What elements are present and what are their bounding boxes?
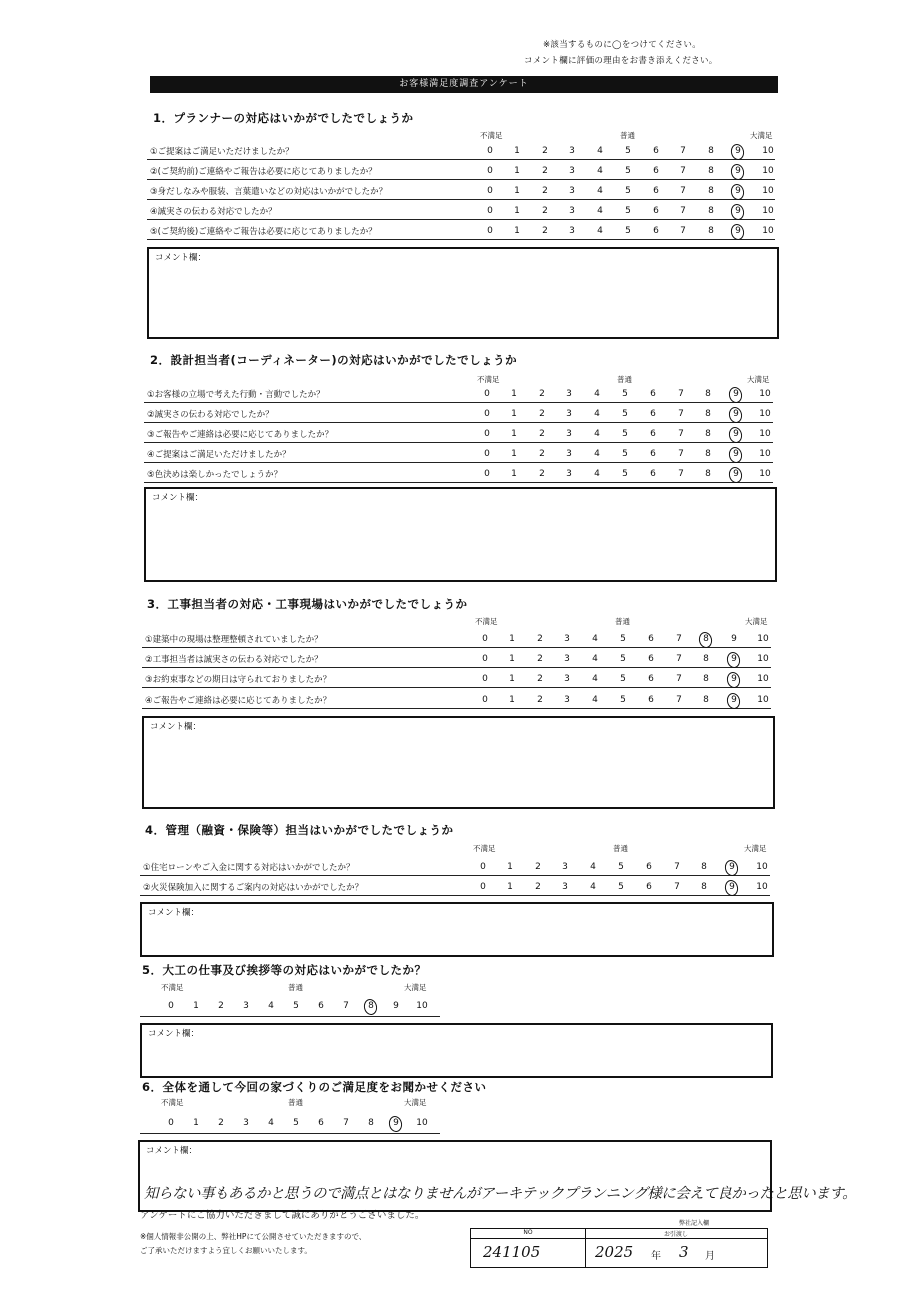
section-4-scale-low-label: 不満足 bbox=[473, 844, 496, 853]
section-3-q2-option-2[interactable]: 2 bbox=[537, 654, 543, 664]
section-1-q1-option-1[interactable]: 1 bbox=[514, 146, 520, 156]
section-2-q5-option-9[interactable]: 9 bbox=[733, 469, 739, 479]
section-3-question-3: ③お約束事などの期日は守られておりましたか？ bbox=[145, 675, 332, 685]
section-4-q1-option-0[interactable]: 0 bbox=[480, 862, 486, 872]
section-5-rule bbox=[140, 1016, 440, 1017]
section-1-q3-option-2[interactable]: 2 bbox=[542, 186, 548, 196]
section-3-question-2: ②工事担当者は誠実さの伝わる対応でしたか？ bbox=[145, 655, 323, 665]
section-6-comment-box[interactable] bbox=[138, 1140, 857, 1212]
section-1-scale-high-label: 大満足 bbox=[750, 131, 773, 140]
section-3-title: 3．工事担当者の対応・工事現場はいかがでしたでしょうか bbox=[147, 597, 468, 611]
section-2-q2-option-10[interactable]: 10 bbox=[759, 409, 771, 419]
section-1-q3-option-9[interactable]: 9 bbox=[735, 186, 741, 196]
section-4-q1-option-10[interactable]: 10 bbox=[756, 862, 768, 872]
section-2-q4-option-9[interactable]: 9 bbox=[733, 449, 739, 459]
section-1-q4-option-5[interactable]: 5 bbox=[625, 206, 631, 216]
section-2-comment-label: コメント欄： bbox=[152, 493, 204, 503]
section-5-option-4[interactable]: 4 bbox=[268, 1001, 274, 1011]
section-1-q4-option-4[interactable]: 4 bbox=[597, 206, 603, 216]
section-3-q3-option-0[interactable]: 0 bbox=[482, 674, 488, 684]
section-2-q3-option-9[interactable]: 9 bbox=[733, 429, 739, 439]
section-3-q4-option-2[interactable]: 2 bbox=[537, 695, 543, 705]
section-3-q2-option-3[interactable]: 3 bbox=[564, 654, 570, 664]
section-2-q2-option-4[interactable]: 4 bbox=[594, 409, 600, 419]
section-1-q1-option-0[interactable]: 0 bbox=[487, 146, 493, 156]
section-2-q4-option-3[interactable]: 3 bbox=[566, 449, 572, 459]
section-1-q5-option-7[interactable]: 7 bbox=[680, 226, 686, 236]
section-1-q2-option-3[interactable]: 3 bbox=[569, 166, 575, 176]
section-4-question-1: ①住宅ローンやご入金に関する対応はいかがでしたか？ bbox=[143, 863, 355, 873]
section-1-comment-box[interactable] bbox=[147, 247, 779, 339]
section-1-q4-option-1[interactable]: 1 bbox=[514, 206, 520, 216]
section-2-q3-option-1[interactable]: 1 bbox=[511, 429, 517, 439]
section-3-q1-option-2[interactable]: 2 bbox=[537, 634, 543, 644]
section-4-q1-option-1[interactable]: 1 bbox=[507, 862, 513, 872]
section-4-q2-option-9[interactable]: 9 bbox=[729, 882, 735, 892]
section-1-q4-option-8[interactable]: 8 bbox=[708, 206, 714, 216]
section-2-q3-option-8[interactable]: 8 bbox=[705, 429, 711, 439]
section-3-q1-option-1[interactable]: 1 bbox=[509, 634, 515, 644]
section-1-q1-option-6[interactable]: 6 bbox=[653, 146, 659, 156]
section-2-question-5: ⑤色決めは楽しかったでしょうか？ bbox=[147, 470, 283, 480]
section-3-scale-mid-label: 普通 bbox=[615, 617, 630, 626]
section-2-q4-option-10[interactable]: 10 bbox=[759, 449, 771, 459]
section-3-comment-box[interactable] bbox=[142, 716, 775, 809]
section-1-q5-option-3[interactable]: 3 bbox=[569, 226, 575, 236]
section-3-q3-option-1[interactable]: 1 bbox=[509, 674, 515, 684]
section-2-title: 2．設計担当者(コーディネーター)の対応はいかがでしたでしょうか bbox=[150, 353, 518, 367]
section-4-title: 4．管理（融資・保険等）担当はいかがでしたでしょうか bbox=[145, 823, 454, 837]
section-1-question-1-rule bbox=[147, 159, 775, 160]
section-1-q5-option-10[interactable]: 10 bbox=[762, 226, 774, 236]
section-2-q2-option-1[interactable]: 1 bbox=[511, 409, 517, 419]
section-6-comment-text: 知らない事もあるかと思うので満点とはなりませんがアーキテックプランニング様に会えて良かったと思います。 bbox=[144, 1186, 857, 1202]
section-1-q4-option-3[interactable]: 3 bbox=[569, 206, 575, 216]
section-3-q4-option-3[interactable]: 3 bbox=[564, 695, 570, 705]
section-3-q2-option-5[interactable]: 5 bbox=[620, 654, 626, 664]
section-4-q2-option-3[interactable]: 3 bbox=[562, 882, 568, 892]
section-2-question-4: ④ご提案はご満足いただけましたか？ bbox=[147, 450, 291, 460]
section-4-scale-mid-label: 普通 bbox=[613, 844, 628, 853]
section-1-q3-option-6[interactable]: 6 bbox=[653, 186, 659, 196]
office-year-value: 2025 bbox=[595, 1243, 634, 1261]
section-3-q2-option-9[interactable]: 9 bbox=[731, 654, 737, 664]
section-1-q5-option-9[interactable]: 9 bbox=[735, 226, 741, 236]
section-1-question-5: ⑤(ご契約後)ご連絡やご報告は必要に応じてありましたか？ bbox=[150, 227, 377, 237]
section-1-q5-option-4[interactable]: 4 bbox=[597, 226, 603, 236]
section-2-q5-option-2[interactable]: 2 bbox=[539, 469, 545, 479]
section-2-question-2-rule bbox=[144, 422, 773, 423]
section-1-q2-option-9[interactable]: 9 bbox=[735, 166, 741, 176]
section-4-scale-high-label: 大満足 bbox=[744, 844, 767, 853]
section-4-q2-option-4[interactable]: 4 bbox=[590, 882, 596, 892]
section-1-q3-option-0[interactable]: 0 bbox=[487, 186, 493, 196]
section-1-q1-option-4[interactable]: 4 bbox=[597, 146, 603, 156]
section-3-q1-option-6[interactable]: 6 bbox=[648, 634, 654, 644]
section-2-q5-option-1[interactable]: 1 bbox=[511, 469, 517, 479]
section-1-q2-option-7[interactable]: 7 bbox=[680, 166, 686, 176]
section-3-q4-option-7[interactable]: 7 bbox=[676, 695, 682, 705]
section-3-question-4: ④ご報告やご連絡は必要に応じてありましたか？ bbox=[145, 696, 332, 706]
section-2-q3-option-10[interactable]: 10 bbox=[759, 429, 771, 439]
section-1-q5-option-8[interactable]: 8 bbox=[708, 226, 714, 236]
section-2-q1-option-3[interactable]: 3 bbox=[566, 389, 572, 399]
section-5-comment-box[interactable] bbox=[140, 1023, 773, 1078]
section-4-q1-option-5[interactable]: 5 bbox=[618, 862, 624, 872]
thanks-message: アンケートにご協力いただきまして誠にありがとうございました。 bbox=[140, 1210, 425, 1221]
section-2-q1-option-6[interactable]: 6 bbox=[650, 389, 656, 399]
section-2-q1-option-4[interactable]: 4 bbox=[594, 389, 600, 399]
section-5-option-0[interactable]: 0 bbox=[168, 1001, 174, 1011]
section-1-q2-option-1[interactable]: 1 bbox=[514, 166, 520, 176]
privacy-line-1: ※個人情報非公開の上、弊社HPにて公開させていただきますので、 bbox=[140, 1232, 367, 1241]
privacy-note bbox=[140, 1230, 366, 1258]
section-1-q5-option-5[interactable]: 5 bbox=[625, 226, 631, 236]
section-3-q4-option-9[interactable]: 9 bbox=[731, 695, 737, 705]
section-3-comment-label: コメント欄： bbox=[150, 722, 202, 732]
section-4-comment-label: コメント欄： bbox=[148, 908, 200, 918]
section-2-question-4-rule bbox=[144, 462, 773, 463]
office-no-value: 241105 bbox=[483, 1243, 541, 1261]
section-3-q2-option-7[interactable]: 7 bbox=[676, 654, 682, 664]
section-2-q3-option-0[interactable]: 0 bbox=[484, 429, 490, 439]
section-5-comment-label: コメント欄： bbox=[148, 1029, 200, 1039]
section-4-q1-option-4[interactable]: 4 bbox=[590, 862, 596, 872]
section-3-q3-option-5[interactable]: 5 bbox=[620, 674, 626, 684]
section-2-q3-option-7[interactable]: 7 bbox=[678, 429, 684, 439]
section-5-option-3[interactable]: 3 bbox=[243, 1001, 249, 1011]
section-1-q1-option-3[interactable]: 3 bbox=[569, 146, 575, 156]
section-3-q3-option-9[interactable]: 9 bbox=[731, 674, 737, 684]
section-6-rule bbox=[140, 1133, 440, 1134]
section-2-q3-option-3[interactable]: 3 bbox=[566, 429, 572, 439]
section-1-title: 1．プランナーの対応はいかがでしたでしょうか bbox=[153, 111, 414, 125]
office-year-unit: 年 bbox=[651, 1251, 661, 1262]
section-2-q2-option-5[interactable]: 5 bbox=[622, 409, 628, 419]
section-3-q4-option-10[interactable]: 10 bbox=[757, 695, 769, 705]
section-1-q4-option-2[interactable]: 2 bbox=[542, 206, 548, 216]
section-5-scale-high-label: 大満足 bbox=[404, 983, 427, 992]
section-1-q2-option-4[interactable]: 4 bbox=[597, 166, 603, 176]
section-3-q1-option-3[interactable]: 3 bbox=[564, 634, 570, 644]
section-6-option-3[interactable]: 3 bbox=[243, 1118, 249, 1128]
section-2-q5-option-4[interactable]: 4 bbox=[594, 469, 600, 479]
section-4-q2-option-8[interactable]: 8 bbox=[701, 882, 707, 892]
section-2-comment-box[interactable] bbox=[144, 487, 777, 582]
section-1-q5-option-6[interactable]: 6 bbox=[653, 226, 659, 236]
section-2-question-1: ①お客様の立場で考えた行動・言動でしたか？ bbox=[147, 390, 325, 400]
section-1-q4-option-6[interactable]: 6 bbox=[653, 206, 659, 216]
section-2-q5-option-5[interactable]: 5 bbox=[622, 469, 628, 479]
section-4-q2-option-7[interactable]: 7 bbox=[674, 882, 680, 892]
survey-title-banner: お客様満足度調査アンケート bbox=[150, 76, 778, 93]
section-3-q2-option-1[interactable]: 1 bbox=[509, 654, 515, 664]
section-2-q3-option-2[interactable]: 2 bbox=[539, 429, 545, 439]
section-6-option-5[interactable]: 5 bbox=[293, 1118, 299, 1128]
section-3-q4-option-6[interactable]: 6 bbox=[648, 695, 654, 705]
section-2-scale-mid-label: 普通 bbox=[617, 375, 632, 384]
section-2-question-1-rule bbox=[144, 402, 773, 403]
section-4-q1-option-6[interactable]: 6 bbox=[646, 862, 652, 872]
section-6-option-9[interactable]: 9 bbox=[393, 1118, 399, 1128]
section-1-q3-option-3[interactable]: 3 bbox=[569, 186, 575, 196]
section-2-q1-option-8[interactable]: 8 bbox=[705, 389, 711, 399]
section-6-scale-low-label: 不満足 bbox=[161, 1098, 184, 1107]
section-6-scale-high-label: 大満足 bbox=[404, 1098, 427, 1107]
section-2-q4-option-7[interactable]: 7 bbox=[678, 449, 684, 459]
office-header-note: 弊社記入欄 bbox=[678, 1220, 709, 1227]
section-1-q1-option-2[interactable]: 2 bbox=[542, 146, 548, 156]
section-1-q3-option-4[interactable]: 4 bbox=[597, 186, 603, 196]
section-2-scale-high-label: 大満足 bbox=[747, 375, 770, 384]
section-1-q2-option-8[interactable]: 8 bbox=[708, 166, 714, 176]
section-1-question-2-rule bbox=[147, 179, 775, 180]
section-3-q1-option-5[interactable]: 5 bbox=[620, 634, 626, 644]
section-5-option-7[interactable]: 7 bbox=[343, 1001, 349, 1011]
section-5-scale-mid-label: 普通 bbox=[288, 983, 303, 992]
section-2-question-3: ③ご報告やご連絡は必要に応じてありましたか？ bbox=[147, 430, 334, 440]
section-2-q4-option-6[interactable]: 6 bbox=[650, 449, 656, 459]
section-2-q5-option-10[interactable]: 10 bbox=[759, 469, 771, 479]
section-3-q4-option-8[interactable]: 8 bbox=[703, 695, 709, 705]
section-2-q5-option-3[interactable]: 3 bbox=[566, 469, 572, 479]
section-2-q1-option-0[interactable]: 0 bbox=[484, 389, 490, 399]
section-1-q1-option-8[interactable]: 8 bbox=[708, 146, 714, 156]
section-6-option-0[interactable]: 0 bbox=[168, 1118, 174, 1128]
section-6-option-7[interactable]: 7 bbox=[343, 1118, 349, 1128]
section-3-q2-option-6[interactable]: 6 bbox=[648, 654, 654, 664]
section-3-q3-option-2[interactable]: 2 bbox=[537, 674, 543, 684]
section-2-question-5-rule bbox=[144, 482, 773, 483]
section-2-q3-option-5[interactable]: 5 bbox=[622, 429, 628, 439]
section-1-question-4-rule bbox=[147, 219, 775, 220]
section-1-q1-option-5[interactable]: 5 bbox=[625, 146, 631, 156]
section-3-q3-option-10[interactable]: 10 bbox=[757, 674, 769, 684]
section-3-q3-option-7[interactable]: 7 bbox=[676, 674, 682, 684]
section-5-scale-low-label: 不満足 bbox=[161, 983, 184, 992]
section-4-q1-option-3[interactable]: 3 bbox=[562, 862, 568, 872]
section-4-q2-option-5[interactable]: 5 bbox=[618, 882, 624, 892]
instruction-circle-note: ※該当するものに◯をつけてください。 bbox=[543, 40, 702, 50]
section-1-q2-option-2[interactable]: 2 bbox=[542, 166, 548, 176]
section-2-q2-option-6[interactable]: 6 bbox=[650, 409, 656, 419]
section-6-title: 6．全体を通して今回の家づくりのご満足度をお聞かせください bbox=[142, 1080, 487, 1094]
section-3-question-2-rule bbox=[142, 667, 771, 668]
section-3-q3-option-6[interactable]: 6 bbox=[648, 674, 654, 684]
section-2-q1-option-5[interactable]: 5 bbox=[622, 389, 628, 399]
section-2-q4-option-2[interactable]: 2 bbox=[539, 449, 545, 459]
section-2-q3-option-6[interactable]: 6 bbox=[650, 429, 656, 439]
section-2-q4-option-0[interactable]: 0 bbox=[484, 449, 490, 459]
section-2-q1-option-2[interactable]: 2 bbox=[539, 389, 545, 399]
section-5-option-5[interactable]: 5 bbox=[293, 1001, 299, 1011]
section-1-question-1: ①ご提案はご満足いただけましたか？ bbox=[150, 147, 294, 157]
section-3-q2-option-10[interactable]: 10 bbox=[757, 654, 769, 664]
section-2-q3-option-4[interactable]: 4 bbox=[594, 429, 600, 439]
section-3-q4-option-0[interactable]: 0 bbox=[482, 695, 488, 705]
section-6-option-8[interactable]: 8 bbox=[368, 1118, 374, 1128]
section-4-q1-option-9[interactable]: 9 bbox=[729, 862, 735, 872]
section-3-q1-option-7[interactable]: 7 bbox=[676, 634, 682, 644]
section-2-q1-option-1[interactable]: 1 bbox=[511, 389, 517, 399]
section-3-question-1: ①建築中の現場は整理整頓されていましたか？ bbox=[145, 635, 323, 645]
section-1-q1-option-9[interactable]: 9 bbox=[735, 146, 741, 156]
section-3-q1-option-8[interactable]: 8 bbox=[703, 634, 709, 644]
section-2-question-3-rule bbox=[144, 442, 773, 443]
section-6-comment-label: コメント欄： bbox=[146, 1146, 198, 1156]
section-3-q3-option-4[interactable]: 4 bbox=[592, 674, 598, 684]
section-1-q3-option-1[interactable]: 1 bbox=[514, 186, 520, 196]
privacy-line-2: ご了承いただけますよう宜しくお願いいたします。 bbox=[140, 1246, 312, 1255]
section-4-q1-option-7[interactable]: 7 bbox=[674, 862, 680, 872]
section-3-q2-option-4[interactable]: 4 bbox=[592, 654, 598, 664]
section-4-question-2: ②火災保険加入に関するご案内の対応はいかがでしたか？ bbox=[143, 883, 364, 893]
section-3-q1-option-10[interactable]: 10 bbox=[757, 634, 769, 644]
section-3-scale-low-label: 不満足 bbox=[475, 617, 498, 626]
section-5-option-8[interactable]: 8 bbox=[368, 1001, 374, 1011]
section-6-scale-mid-label: 普通 bbox=[288, 1098, 303, 1107]
section-4-q2-option-6[interactable]: 6 bbox=[646, 882, 652, 892]
section-1-q3-option-8[interactable]: 8 bbox=[708, 186, 714, 196]
section-4-question-1-rule bbox=[140, 875, 770, 876]
section-5-option-2[interactable]: 2 bbox=[218, 1001, 224, 1011]
section-5-option-1[interactable]: 1 bbox=[193, 1001, 199, 1011]
section-3-q4-option-4[interactable]: 4 bbox=[592, 695, 598, 705]
section-1-comment-label: コメント欄： bbox=[155, 253, 207, 263]
section-2-q1-option-10[interactable]: 10 bbox=[759, 389, 771, 399]
section-1-q2-option-10[interactable]: 10 bbox=[762, 166, 774, 176]
office-month-unit: 月 bbox=[705, 1251, 715, 1262]
section-3-q1-option-4[interactable]: 4 bbox=[592, 634, 598, 644]
section-1-q1-option-7[interactable]: 7 bbox=[680, 146, 686, 156]
section-1-q2-option-0[interactable]: 0 bbox=[487, 166, 493, 176]
section-1-q5-option-2[interactable]: 2 bbox=[542, 226, 548, 236]
section-5-title: 5．大工の仕事及び挨拶等の対応はいかがでしたか？ bbox=[142, 963, 427, 977]
section-3-q2-option-0[interactable]: 0 bbox=[482, 654, 488, 664]
section-1-q5-option-0[interactable]: 0 bbox=[487, 226, 493, 236]
section-2-q1-option-7[interactable]: 7 bbox=[678, 389, 684, 399]
section-4-q2-option-1[interactable]: 1 bbox=[507, 882, 513, 892]
section-1-q4-option-0[interactable]: 0 bbox=[487, 206, 493, 216]
section-1-question-3: ③身だしなみや服装、言葉遣いなどの対応はいかがでしたか？ bbox=[150, 187, 388, 197]
section-3-q2-option-8[interactable]: 8 bbox=[703, 654, 709, 664]
section-1-q4-option-9[interactable]: 9 bbox=[735, 206, 741, 216]
section-4-q1-option-8[interactable]: 8 bbox=[701, 862, 707, 872]
section-3-question-4-rule bbox=[142, 708, 771, 709]
section-1-question-2: ②(ご契約前)ご連絡やご報告は必要に応じてありましたか？ bbox=[150, 167, 377, 177]
section-3-q4-option-5[interactable]: 5 bbox=[620, 695, 626, 705]
section-4-q1-option-2[interactable]: 2 bbox=[535, 862, 541, 872]
section-1-q5-option-1[interactable]: 1 bbox=[514, 226, 520, 236]
section-2-q5-option-7[interactable]: 7 bbox=[678, 469, 684, 479]
office-no-label: NO bbox=[523, 1229, 533, 1236]
section-5-option-6[interactable]: 6 bbox=[318, 1001, 324, 1011]
section-1-question-5-rule bbox=[147, 239, 775, 240]
section-6-option-6[interactable]: 6 bbox=[318, 1118, 324, 1128]
office-month-value: 3 bbox=[679, 1243, 689, 1261]
section-3-q1-option-0[interactable]: 0 bbox=[482, 634, 488, 644]
section-1-q4-option-10[interactable]: 10 bbox=[762, 206, 774, 216]
section-6-option-10[interactable]: 10 bbox=[416, 1118, 428, 1128]
section-3-scale-high-label: 大満足 bbox=[745, 617, 768, 626]
section-3-q1-option-9[interactable]: 9 bbox=[731, 634, 737, 644]
section-6-option-2[interactable]: 2 bbox=[218, 1118, 224, 1128]
section-1-q3-option-7[interactable]: 7 bbox=[680, 186, 686, 196]
section-3-q3-option-8[interactable]: 8 bbox=[703, 674, 709, 684]
section-2-q2-option-0[interactable]: 0 bbox=[484, 409, 490, 419]
section-4-question-2-rule bbox=[140, 895, 770, 896]
section-4-comment-box[interactable] bbox=[140, 902, 774, 957]
section-4-q2-option-10[interactable]: 10 bbox=[756, 882, 768, 892]
section-1-q2-option-6[interactable]: 6 bbox=[653, 166, 659, 176]
section-2-scale-low-label: 不満足 bbox=[477, 375, 500, 384]
section-1-q3-option-10[interactable]: 10 bbox=[762, 186, 774, 196]
section-1-question-3-rule bbox=[147, 199, 775, 200]
section-1-scale-mid-label: 普通 bbox=[620, 131, 635, 140]
section-2-q5-option-0[interactable]: 0 bbox=[484, 469, 490, 479]
section-2-q5-option-8[interactable]: 8 bbox=[705, 469, 711, 479]
section-2-q2-option-3[interactable]: 3 bbox=[566, 409, 572, 419]
section-4-q2-option-0[interactable]: 0 bbox=[480, 882, 486, 892]
section-6-option-1[interactable]: 1 bbox=[193, 1118, 199, 1128]
section-2-q2-option-7[interactable]: 7 bbox=[678, 409, 684, 419]
section-1-question-4: ④誠実さの伝わる対応でしたか？ bbox=[150, 207, 277, 217]
section-2-q4-option-8[interactable]: 8 bbox=[705, 449, 711, 459]
section-2-q4-option-5[interactable]: 5 bbox=[622, 449, 628, 459]
section-5-option-9[interactable]: 9 bbox=[393, 1001, 399, 1011]
section-3-q4-option-1[interactable]: 1 bbox=[509, 695, 515, 705]
section-6-option-4[interactable]: 4 bbox=[268, 1118, 274, 1128]
section-3-question-3-rule bbox=[142, 687, 771, 688]
section-1-scale-low-label: 不満足 bbox=[480, 131, 503, 140]
section-1-q2-option-5[interactable]: 5 bbox=[625, 166, 631, 176]
section-2-q2-option-8[interactable]: 8 bbox=[705, 409, 711, 419]
instruction-comment-note: コメント欄に評価の理由をお書き添えください。 bbox=[524, 56, 718, 66]
section-2-q4-option-4[interactable]: 4 bbox=[594, 449, 600, 459]
office-handover-label: お引渡し bbox=[663, 1231, 688, 1238]
section-3-question-1-rule bbox=[142, 647, 771, 648]
section-2-q2-option-2[interactable]: 2 bbox=[539, 409, 545, 419]
section-1-q1-option-10[interactable]: 10 bbox=[762, 146, 774, 156]
section-2-question-2: ②誠実さの伝わる対応でしたか？ bbox=[147, 410, 274, 420]
section-3-q3-option-3[interactable]: 3 bbox=[564, 674, 570, 684]
section-2-q1-option-9[interactable]: 9 bbox=[733, 389, 739, 399]
office-use-box bbox=[470, 1220, 768, 1268]
section-2-q5-option-6[interactable]: 6 bbox=[650, 469, 656, 479]
section-5-option-10[interactable]: 10 bbox=[416, 1001, 428, 1011]
section-1-q3-option-5[interactable]: 5 bbox=[625, 186, 631, 196]
section-1-q4-option-7[interactable]: 7 bbox=[680, 206, 686, 216]
section-2-q2-option-9[interactable]: 9 bbox=[733, 409, 739, 419]
section-2-q4-option-1[interactable]: 1 bbox=[511, 449, 517, 459]
section-4-q2-option-2[interactable]: 2 bbox=[535, 882, 541, 892]
